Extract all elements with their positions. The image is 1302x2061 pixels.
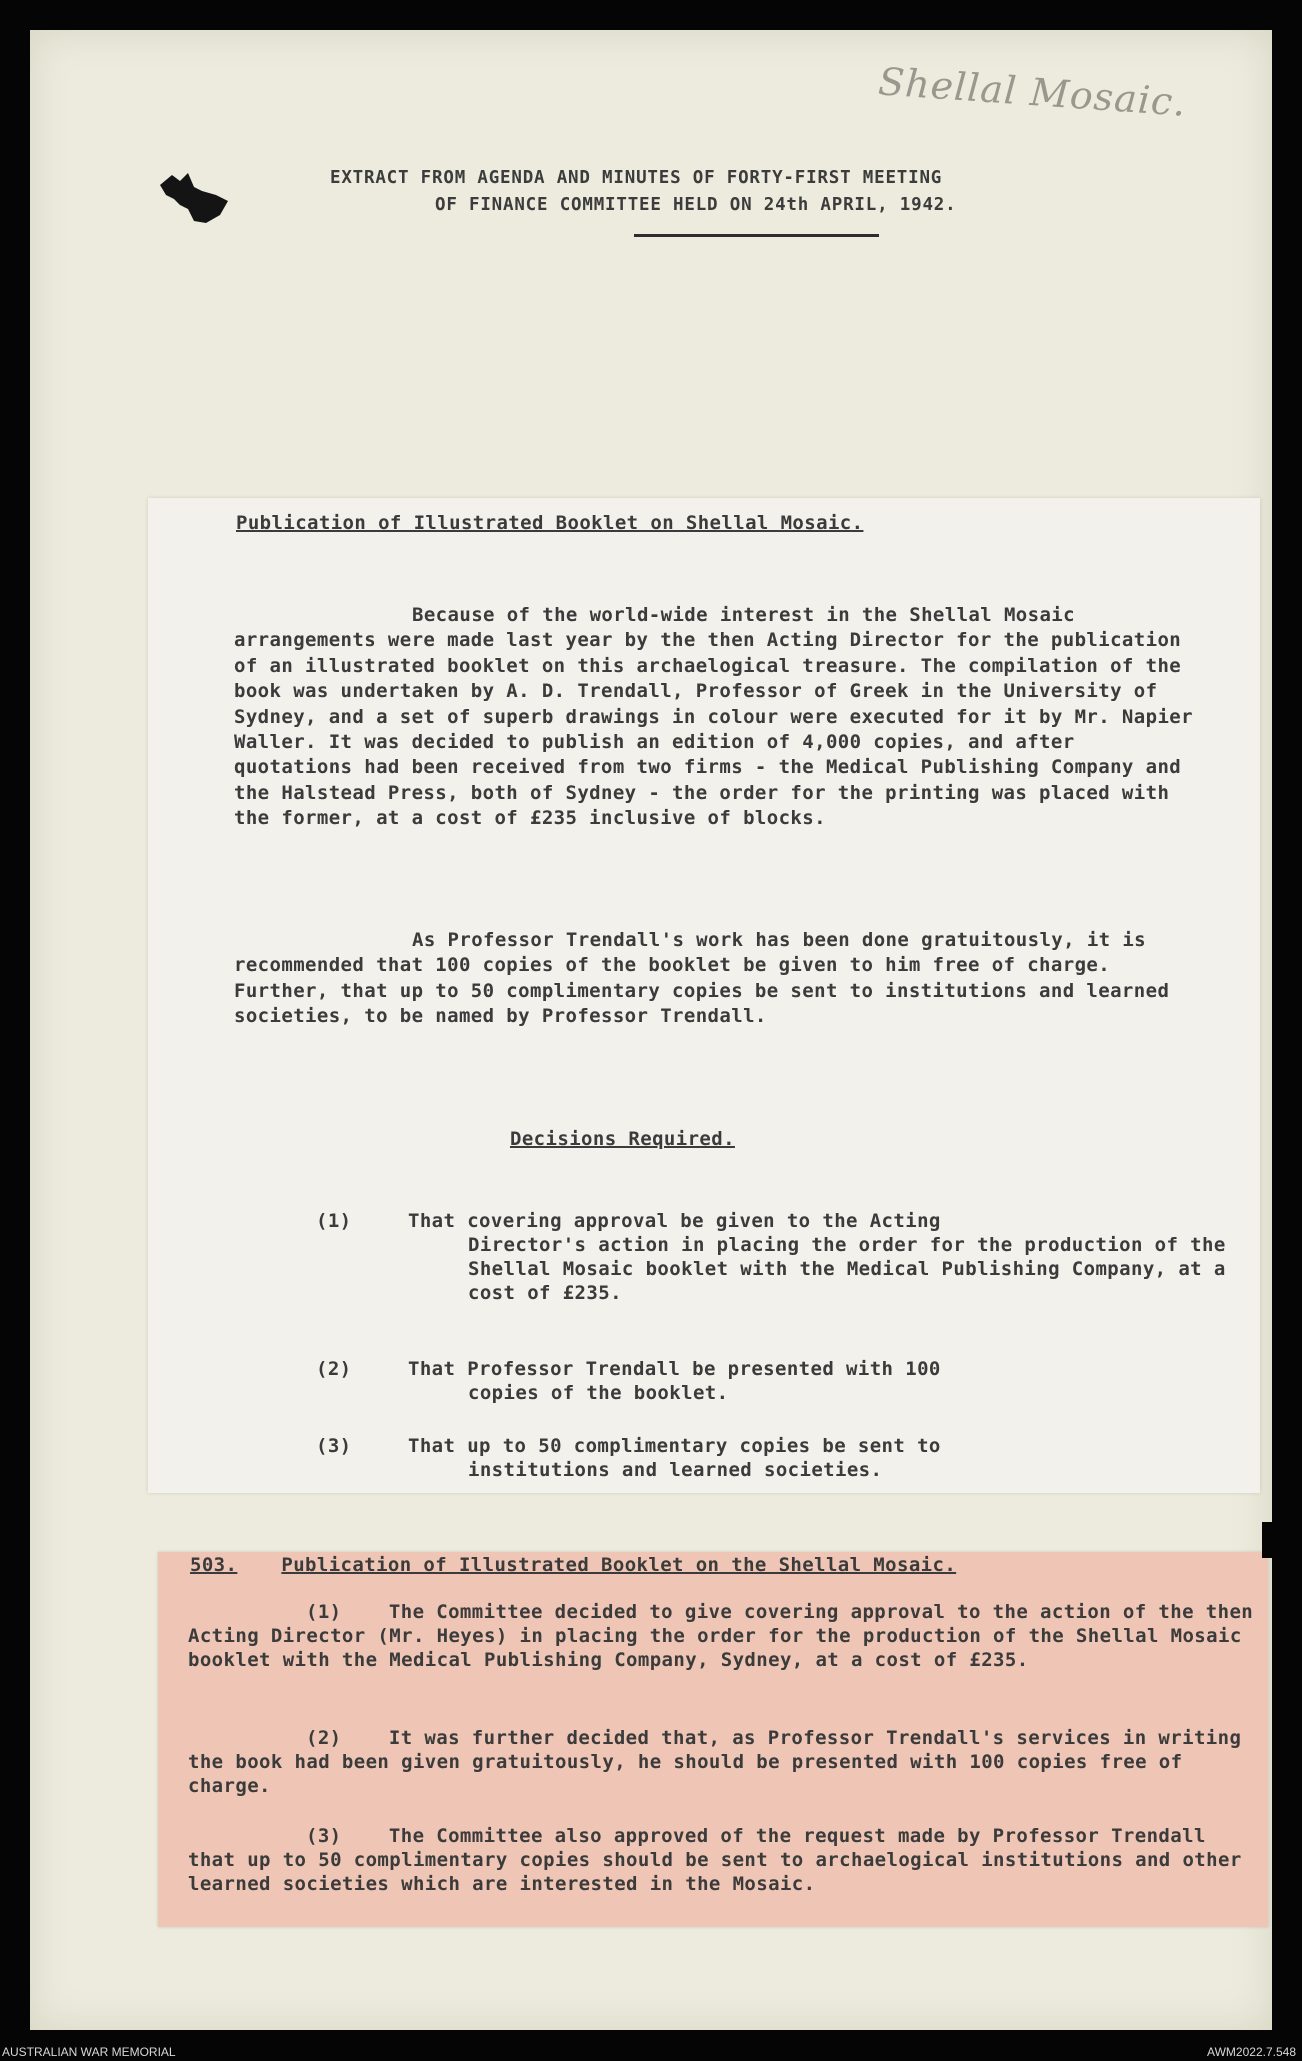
decisions-title: Decisions Required. <box>510 1128 735 1150</box>
footer-institution: AUSTRALIAN WAR MEMORIAL <box>2 2045 176 2059</box>
minutes-item <box>188 1824 1258 1896</box>
minutes-item <box>188 1726 1258 1798</box>
handwritten-note: Shellal Mosaic. <box>876 59 1188 125</box>
minutes-item-number: (2) <box>306 1727 342 1749</box>
agenda-paragraph-2: As Professor Trendall's work has been done gratuitously, it is recommended that 100 copies of the booklet be given to him free of charge. Further, that up to 50 complimentary copies be sent to institutions and learned societies, to be named by Professor Trendall. <box>234 929 1170 1028</box>
heading-rule <box>634 234 879 237</box>
agenda-paste-in <box>148 498 1260 1493</box>
minutes-title-text: Publication of Illustrated Booklet on the Shellal Mosaic. <box>281 1554 957 1576</box>
minutes-item-number: (1) <box>306 1601 342 1623</box>
decision-text-rest: Director's action in placing the order for the production of the Shellal Mosaic booklet with the Medical Publishing Company, at a cost of £235. <box>468 1234 1226 1304</box>
minutes-item-text: It was further decided that, as Professor Trendall's services in writing the book had been given gratuitously, he should be presented with 100 copies free of charge. <box>188 1727 1242 1797</box>
page-edge-tab <box>1262 1522 1276 1558</box>
minutes-title <box>190 1554 1260 1576</box>
minutes-ref: 503. <box>190 1554 238 1576</box>
decision-text-first: That up to 50 complimentary copies be sent to <box>408 1435 941 1457</box>
decision-text-first: That covering approval be given to the Acting <box>408 1210 941 1232</box>
minutes-paste-in <box>158 1552 1268 1927</box>
minutes-item <box>188 1600 1258 1672</box>
heading-line-2: OF FINANCE COMMITTEE HELD ON 24th APRIL, 1942. <box>435 195 957 215</box>
agenda-paragraph-1: Because of the world-wide interest in the Shellal Mosaic arrangements were made last year by the then Acting Director for the publication of an illustrated booklet on this archaelogical treasure. The compilation of the book was undertaken by A. D. Trendall, Professor of Greek in the University of Sydney, and a set of superb drawings in colour were executed for it by Mr. Napier Waller. It was decided to publish an edition of 4,000 copies, and after quotations had been received from two firms - the Medical Publishing Company and the Halstead Press, both of Sydney - the order for the printing was placed with the former, at a cost of £235 inclusive of blocks. <box>234 604 1193 830</box>
decision-number: (3) <box>316 1435 352 1457</box>
heading-line-1: EXTRACT FROM AGENDA AND MINUTES OF FORTY-FIRST MEETING <box>330 168 943 188</box>
decision-number: (2) <box>316 1358 352 1380</box>
decision-number: (1) <box>316 1210 352 1232</box>
document-sheet <box>30 30 1272 2030</box>
footer-accession-number: AWM2022.7.548 <box>1207 2045 1296 2059</box>
agenda-title: Publication of Illustrated Booklet on Shellal Mosaic. <box>236 512 864 534</box>
minutes-item-text: The Committee also approved of the request made by Professor Trendall that up to 50 complimentary copies should be sent to archaelogical institutions and other learned societies which are interested in the Mosaic. <box>188 1825 1242 1895</box>
decision-text-first: That Professor Trendall be presented with 100 <box>408 1358 941 1380</box>
minutes-item-text: The Committee decided to give covering approval to the action of the then Acting Director (Mr. Heyes) in placing the order for the production of the Shellal Mosaic booklet with the Medical Publishing Company, Sydney, at a cost of £235. <box>188 1601 1254 1671</box>
minutes-item-number: (3) <box>306 1825 342 1847</box>
decision-text-rest: copies of the booklet. <box>468 1382 729 1404</box>
document-heading <box>330 165 1160 219</box>
torn-punch-hole <box>158 165 232 239</box>
decision-text-rest: institutions and learned societies. <box>468 1459 883 1481</box>
